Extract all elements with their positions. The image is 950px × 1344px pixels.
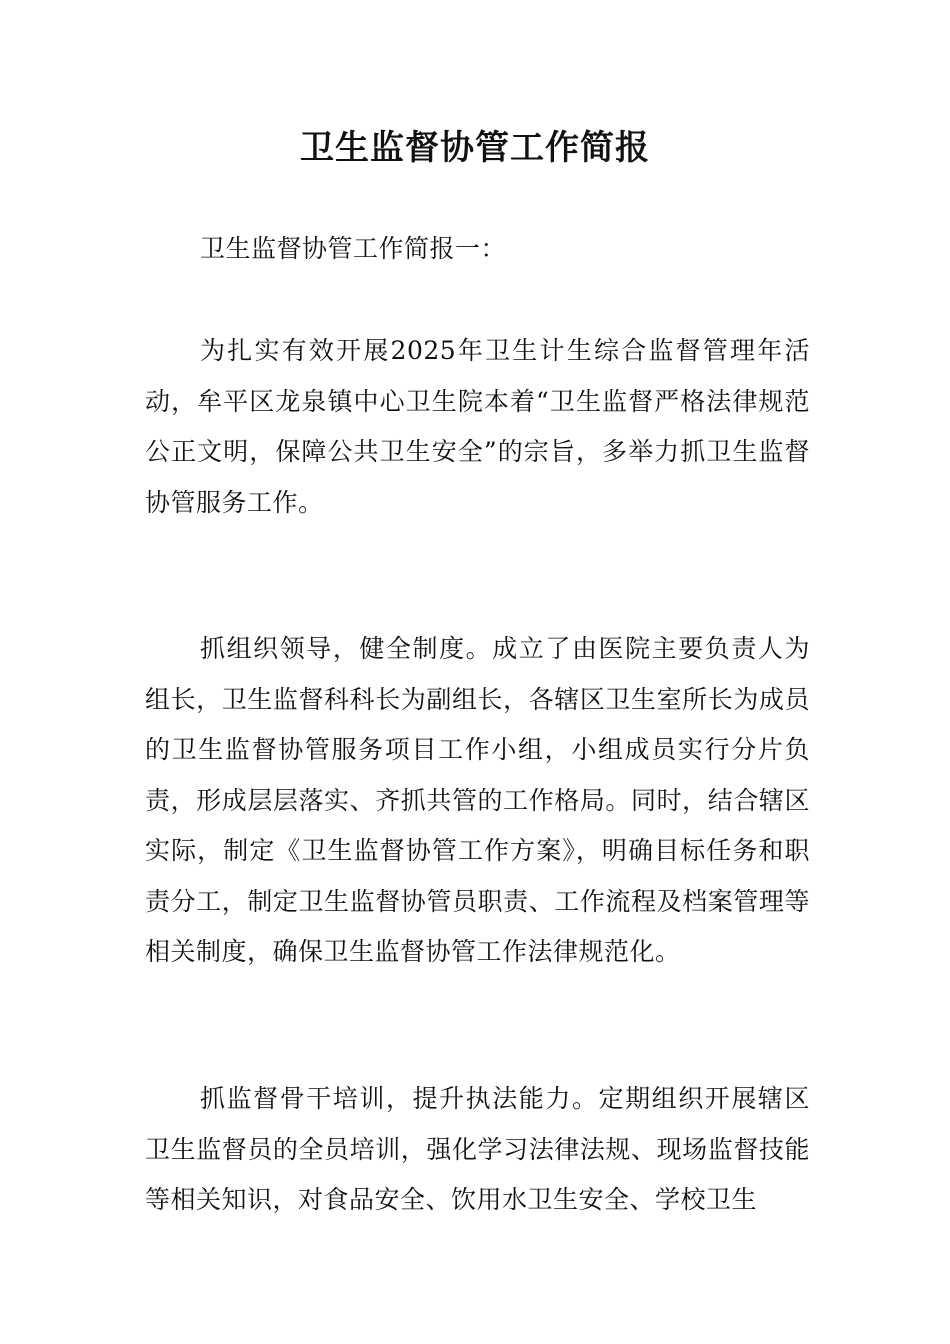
body-paragraph-2: 抓组织领导，健全制度。成立了由医院主要负责人为组长，卫生监督科科长为副组长，各辖区卫生室所长为成员的卫生监督协管服务项目工作小组，小组成员实行分片负责，形成层层落实、齐抓共管的工作格局。同时，结合辖区实际，制定《卫生监督协管工作方案》，明确目标任务和职责分工，制定卫生监督协管员职责、工作流程及档案管理等相关制度，确保卫生监督协管工作法律规范化。 [145, 634, 810, 966]
section-heading: 卫生监督协管工作简报一： [200, 234, 507, 263]
body-paragraph-1: 为扎实有效开展2025年卫生计生综合监督管理年活动，牟平区龙泉镇中心卫生院本着“卫生监督严格法律规范公正文明，保障公共卫生安全”的宗旨，多举力抓卫生监督协管服务工作。 [145, 336, 810, 517]
document-title: 卫生监督协管工作简报 [300, 128, 650, 168]
body-paragraph-3: 抓监督骨干培训，提升执法能力。定期组织开展辖区卫生监督员的全员培训，强化学习法律法规、现场监督技能等相关知识，对食品安全、饮用水卫生安全、学校卫生 [145, 1084, 810, 1214]
